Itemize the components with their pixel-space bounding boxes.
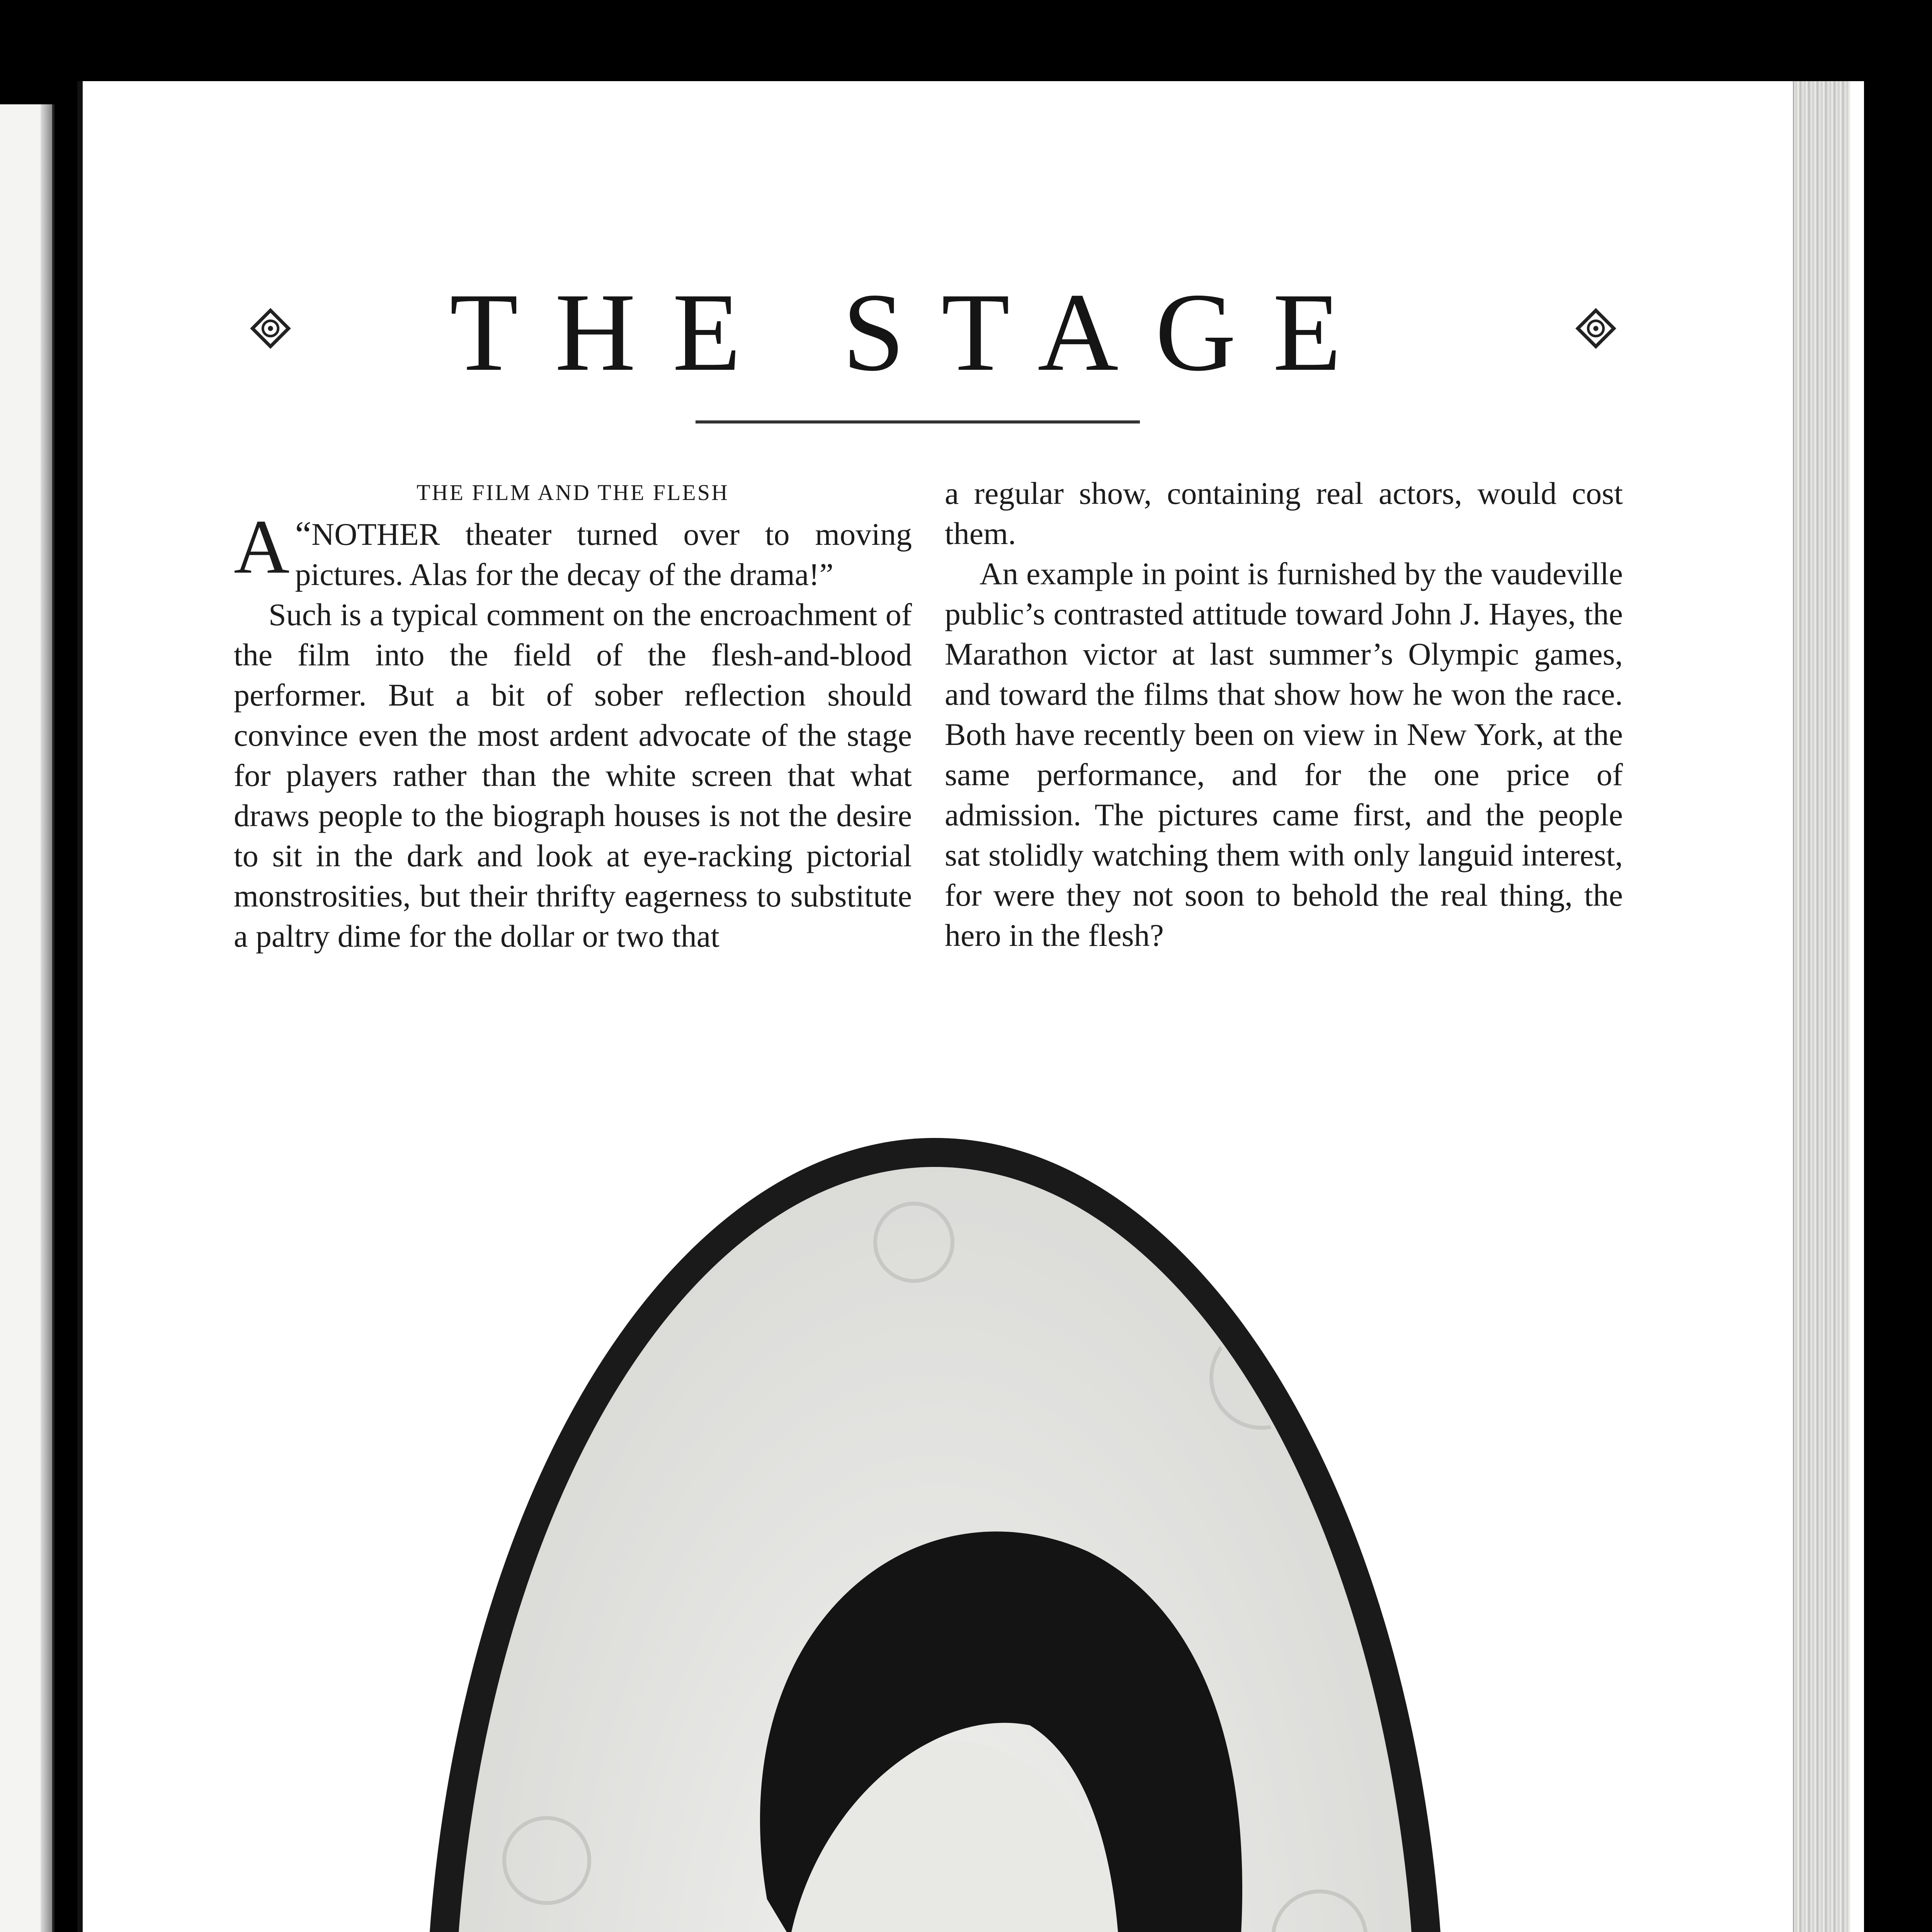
portrait-photo [412,1126,1459,1932]
article-left-column [234,473,912,956]
first-paragraph-text: NOTHER theater turned over to moving pictures. Alas for the decay of the drama!” [295,517,912,592]
article-right-column [945,473,1623,956]
drop-cap: A [234,504,290,590]
masthead-title: THE STAGE [449,270,1378,394]
title-rule [696,420,1140,423]
drop-cap-quote: “ [295,514,312,555]
page-edge-stack [1793,81,1850,1932]
first-paragraph [234,504,912,595]
second-paragraph: Such is a typical comment on the encroachment of the film into the field of the flesh-and-blood performer. But a bit of sober reflection should convince even the most ardent advocate of the stage for players rather than the white screen that what draws people to the biograph houses is not the desire to sit in the dark and look at eye-racking pictorial monstrosities, but their thrifty eagerness to substitute a paltry dime for the dollar or two that [234,597,912,954]
third-paragraph: An example in point is furnished by the vaudeville public’s contrasted attitude toward John J. Hayes, the Marathon victor at last summer’s Olympic games, and toward the films that show how he won the race. Both have recently been on view in New York, at the same performance, and for the one price of admission. The pictures came first, and the people sat stolidly watching them with only languid interest, for were they not soon to behold the real thing, the hero in the flesh? [945,556,1623,953]
masthead [170,270,1658,394]
continuation-paragraph: a regular show, containing real actors, would cost them. [945,476,1623,551]
binding-shadow [41,104,52,1932]
left-page-edge [0,104,54,1932]
section-heading: THE FILM AND THE FLESH [417,480,729,505]
